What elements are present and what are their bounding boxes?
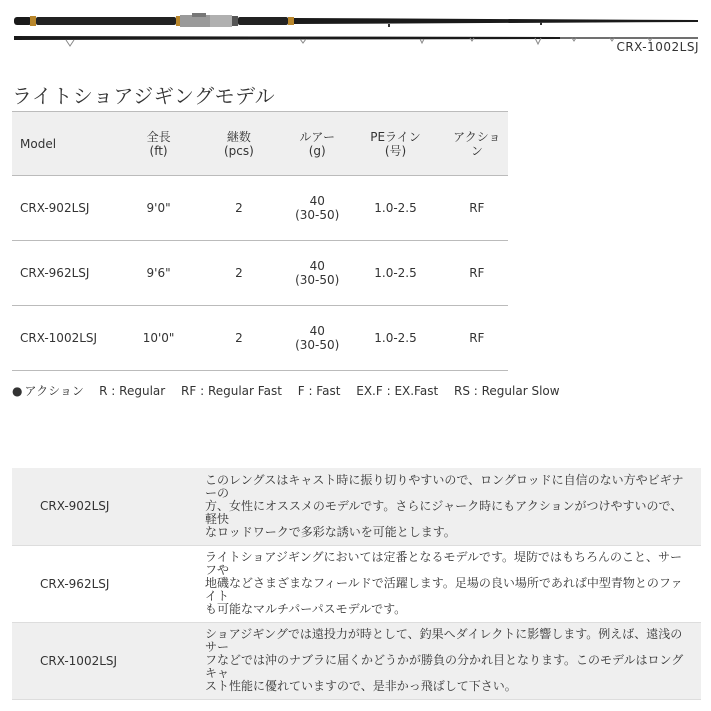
description-text: ライトショアジギングにおいては定番となるモデルです。堤防ではもちろんのこと、サーフや 地磯などさまざまなフィールドで活躍します。足場の良い場所であれば中型青物とのファイト も可能なマルチパーパスモデルです。: [205, 545, 701, 622]
cell-lure-weight: 40 (30-50): [289, 306, 345, 371]
description-text: このレングスはキャスト時に振り切りやすいので、ロングロッドに自信のない方やビギナーの 方、女性にオススメのモデルです。さらにジャーク時にもアクションがつけやすいので、軽快 なロッドワークで多彩な誘いを可能とします。: [205, 468, 701, 545]
cell-model: CRX-962LSJ: [12, 241, 128, 306]
header-action: アクショ ン: [446, 112, 508, 176]
rod-image: [0, 0, 711, 60]
cell-model: CRX-902LSJ: [12, 176, 128, 241]
cell-pieces: 2: [189, 241, 289, 306]
cell-lure-weight: 40 (30-50): [289, 176, 345, 241]
model-description-table: [12, 468, 701, 700]
description-model: CRX-962LSJ: [12, 545, 205, 622]
cell-pe-line: 1.0-2.5: [345, 306, 445, 371]
cell-pe-line: 1.0-2.5: [345, 176, 445, 241]
table-row: [12, 176, 508, 241]
legend-item: RF : Regular Fast: [181, 384, 282, 398]
spec-table-header: [12, 112, 508, 176]
cell-pe-line: 1.0-2.5: [345, 241, 445, 306]
legend-item: EX.F : EX.Fast: [356, 384, 439, 398]
cell-lure-weight: 40 (30-50): [289, 241, 345, 306]
cell-length: 10'0": [128, 306, 188, 371]
cell-action: RF: [446, 306, 508, 371]
spec-table: [12, 111, 508, 371]
table-row: [12, 306, 508, 371]
cell-action: RF: [446, 176, 508, 241]
cell-action: RF: [446, 241, 508, 306]
rod-gold-ring: [30, 16, 36, 26]
action-legend: [12, 382, 572, 399]
description-row: [12, 468, 701, 545]
header-pe-line: PEライン (号): [345, 112, 445, 176]
rod-model-label: CRX-1002LSJ: [616, 40, 699, 54]
bullet-icon: ●: [12, 384, 23, 398]
legend-label: アクション: [24, 384, 84, 398]
cell-pieces: 2: [189, 306, 289, 371]
legend-item: R : Regular: [99, 384, 166, 398]
legend-item: RS : Regular Slow: [454, 384, 560, 398]
description-row: [12, 545, 701, 622]
rod-blank-tip-section: [14, 36, 560, 40]
cell-model: CRX-1002LSJ: [12, 306, 128, 371]
legend-item: F : Fast: [297, 384, 341, 398]
page-title: ライトショアジギングモデル: [12, 84, 276, 108]
cell-length: 9'6": [128, 241, 188, 306]
rod-rear-grip: [36, 17, 176, 25]
rod-illustration: [0, 0, 711, 60]
description-model: CRX-902LSJ: [12, 468, 205, 545]
header-pieces: 継数 (pcs): [189, 112, 289, 176]
header-model: Model: [12, 112, 128, 176]
description-model: CRX-1002LSJ: [12, 622, 205, 699]
header-length: 全長 (ft): [128, 112, 188, 176]
description-text: ショアジギングでは遠投力が時として、釣果へダイレクトに影響します。例えば、遠浅のサー フなどでは沖のナブラに届くかどうかが勝負の分かれ目となります。このモデルはロングキャ スト性能に優れていますので、是非かっ飛ばして下さい。: [205, 622, 701, 699]
description-row: [12, 622, 701, 699]
cell-pieces: 2: [189, 176, 289, 241]
cell-length: 9'0": [128, 176, 188, 241]
rod-blank-butt-section: [294, 18, 698, 24]
rod-fore-grip: [238, 17, 288, 25]
rod-butt-cap: [14, 17, 32, 25]
header-lure-weight: ルアー (g): [289, 112, 345, 176]
table-row: [12, 241, 508, 306]
